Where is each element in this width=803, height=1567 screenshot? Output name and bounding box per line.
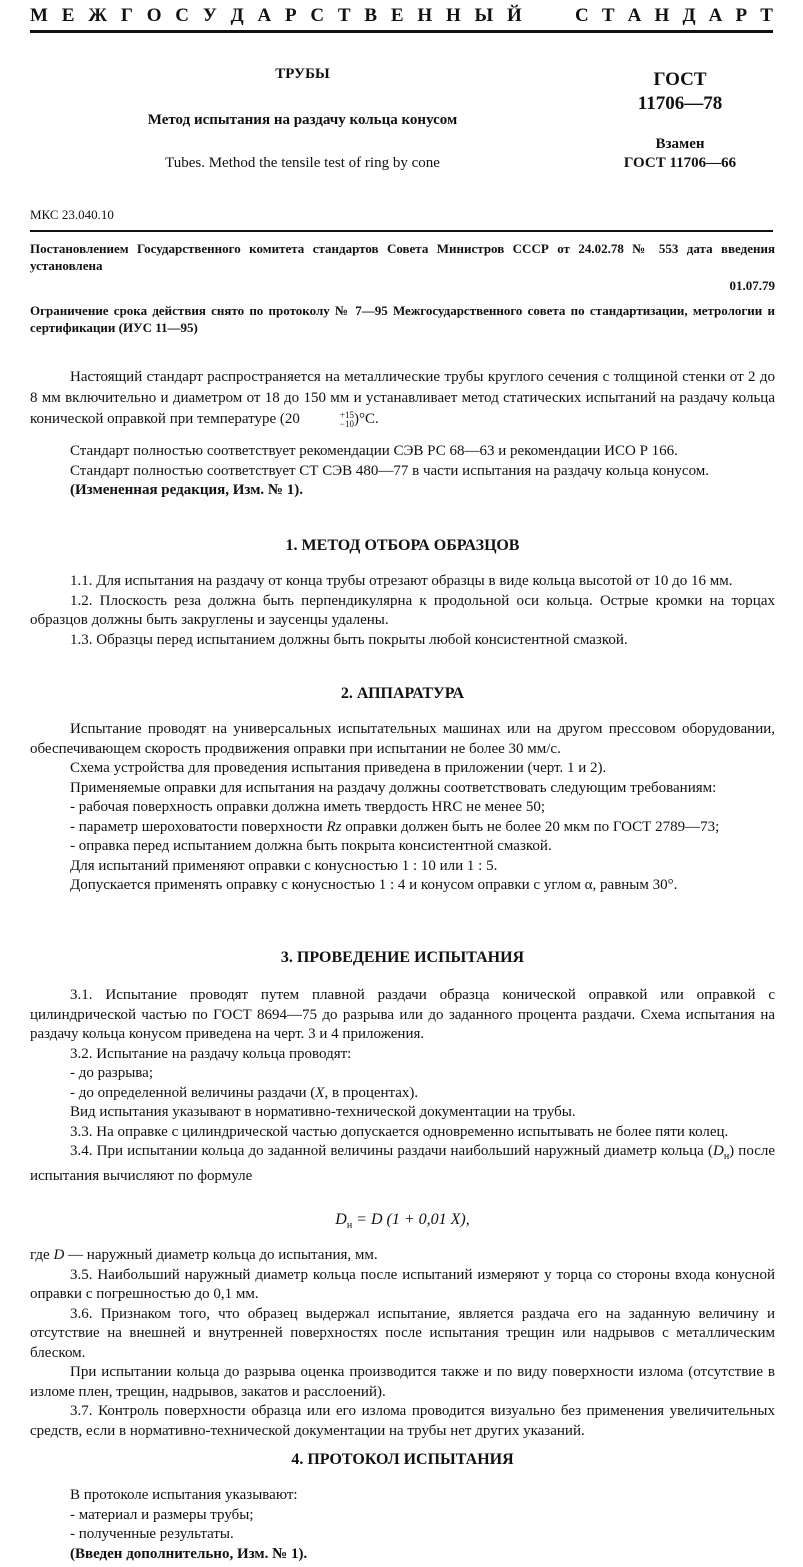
temperature-tolerance bbox=[300, 411, 354, 429]
s3-p4-before: - до определенной величины раздачи ( bbox=[70, 1084, 316, 1101]
s3-p12: 3.7. Контроль поверхности образца или его излома проводится визуально без применения увеличительных средств, если в нормативно-технической документации на трубы нет других указаний. bbox=[30, 1403, 775, 1439]
section-2-heading: 2. АППАРАТУРА bbox=[340, 685, 465, 702]
s2-p4: - рабочая поверхность оправки должна иметь твердость HRC не менее 50; bbox=[70, 799, 546, 815]
header-rule bbox=[30, 30, 773, 33]
mks-rule bbox=[30, 230, 773, 232]
s4-added-note: (Введен дополнительно, Изм. № 1). bbox=[70, 1545, 308, 1562]
x-symbol: X bbox=[315, 1084, 325, 1101]
section-1-heading: 1. МЕТОД ОТБОРА ОБРАЗЦОВ bbox=[285, 537, 520, 554]
temperature-unit: °C. bbox=[359, 411, 379, 427]
d-symbol-2: D bbox=[53, 1247, 65, 1263]
s3-p1: 3.1. Испытание проводят путем плавной раздачи образца конической оправкой или оправкой с цилиндрической частью по ГОСТ 8694—75 до разрыва или до заданного процента раздачи. Схема испытания на раздачу кольца конусом приведена на черт. 3 и 4 приложения. bbox=[30, 987, 775, 1042]
s3-p7-after: ) после испытания вычисляют по формуле bbox=[30, 1143, 776, 1184]
temperature-base: 20 bbox=[284, 411, 300, 427]
mks-code: МКС 23.040.10 bbox=[30, 207, 114, 222]
banner-right-text: С Т А Н Д А Р Т bbox=[575, 5, 773, 26]
limitation-text: Ограничение срока действия снято по протоколу № 7—95 Межгосударственного совета по стандартизации, метрологии и сертификации (ИУС 11—95) bbox=[30, 303, 775, 335]
s2-p5 bbox=[30, 818, 775, 838]
s3-p2: 3.2. Испытание на раздачу кольца проводят: bbox=[70, 1045, 352, 1062]
gost-number: 11706—78 bbox=[637, 93, 723, 114]
s3-p7 bbox=[30, 1142, 775, 1186]
section-1-body bbox=[30, 572, 775, 650]
s2-p5-before: - параметр шероховатости поверхности bbox=[70, 818, 323, 835]
intro-p3: Стандарт полностью соответствует СТ СЭВ 480—77 в части испытания на раздачу кольца конусом. bbox=[70, 462, 710, 479]
temperature-minus: −10 bbox=[339, 418, 354, 429]
s2-p5-after: оправки должен быть не более 20 мкм по ГОСТ 2789—73; bbox=[345, 818, 720, 835]
formula-subscript: н bbox=[346, 1220, 353, 1232]
s3-p6: 3.3. На оправке с цилиндрической частью допускается одновременно испытывать не более пяти колец. bbox=[70, 1123, 729, 1140]
standard-banner bbox=[30, 4, 773, 28]
decree-date: 01.07.79 bbox=[729, 278, 775, 293]
s3-p10: 3.6. Признаком того, что образец выдержал испытание, является раздача его на заданную величину и отсутствие на внешней и внутренней поверхностях после испытания трещин или надрывов с металлическим блеском. bbox=[30, 1305, 775, 1361]
s4-p3: - полученные результаты. bbox=[70, 1526, 234, 1542]
s2-p7: Для испытаний применяют оправки с конусностью 1 : 10 или 1 : 5. bbox=[70, 857, 498, 874]
intro-more bbox=[30, 442, 775, 501]
intro-p2: Стандарт полностью соответствует рекомендации СЭВ РС 68—63 и рекомендации ИСО Р 166. bbox=[70, 443, 678, 459]
doc-subtitle: Метод испытания на раздачу кольца конусом bbox=[147, 112, 458, 128]
s3-p8-after: — наружный диаметр кольца до испытания, мм. bbox=[68, 1247, 378, 1263]
d-symbol: D bbox=[712, 1143, 724, 1159]
s3-p3: - до разрыва; bbox=[70, 1065, 153, 1081]
english-title: Tubes. Method the tensile test of ring by cone bbox=[165, 155, 440, 171]
replaces-value: ГОСТ 11706—66 bbox=[623, 155, 737, 171]
section-3-body-a bbox=[30, 986, 775, 1186]
s1-p2: 1.2. Плоскость реза должна быть перпендикулярна к продольной оси кольца. Острые кромки на торцах образцов должны быть закруглены и заусенцы удалены. bbox=[30, 592, 775, 628]
section-3-body-b bbox=[30, 1246, 775, 1441]
s3-p7-before: 3.4. При испытании кольца до заданной величины раздачи наибольший наружный диаметр кольца ( bbox=[70, 1143, 713, 1159]
gost-label: ГОСТ bbox=[653, 69, 707, 90]
s4-p2: - материал и размеры трубы; bbox=[70, 1506, 254, 1523]
formula-lhs: D bbox=[335, 1211, 347, 1228]
s3-p8 bbox=[30, 1246, 775, 1266]
s2-p6: - оправка перед испытанием должна быть покрыта консистентной смазкой. bbox=[70, 838, 552, 854]
s2-p8: Допускается применять оправку с конусностью 1 : 4 и конусом оправки с углом α, равным 30°. bbox=[70, 877, 678, 893]
replaces-label: Взамен bbox=[655, 136, 705, 152]
s3-p9: 3.5. Наибольший наружный диаметр кольца после испытаний измеряют у торца со стороны входа конусной оправки с погрешностью до 0,1 мм. bbox=[30, 1266, 775, 1302]
section-4-heading: 4. ПРОТОКОЛ ИСПЫТАНИЯ bbox=[291, 1451, 514, 1468]
s3-p11: При испытании кольца до разрыва оценка производится также и по виду поверхности излома (отсутствие в изломе плен, трещин, надрывов, закатов и расслоений). bbox=[30, 1364, 775, 1400]
intro-p1-text: Настоящий стандарт распространяется на металлические трубы круглого сечения с толщиной стенки от 2 до 8 мм включительно и диаметром от 18 до 150 мм и устанавливает метод статических испытаний на раздачу кольца конической оправкой при температуре bbox=[30, 369, 775, 427]
section-4-body bbox=[30, 1486, 775, 1564]
s2-p2: Схема устройства для проведения испытания приведена в приложении (черт. 1 и 2). bbox=[70, 760, 607, 776]
s3-p8-before: где bbox=[30, 1247, 50, 1263]
section-2-body bbox=[30, 720, 775, 896]
section-3-heading: 3. ПРОВЕДЕНИЕ ИСПЫТАНИЯ bbox=[280, 949, 525, 966]
s1-p3: 1.3. Образцы перед испытанием должны быть покрыты любой консистентной смазкой. bbox=[70, 631, 628, 648]
intro-change-note: (Измененная редакция, Изм. № 1). bbox=[70, 482, 304, 498]
s4-p1: В протоколе испытания указывают: bbox=[70, 1487, 298, 1503]
formula-rhs: = D (1 + 0,01 X), bbox=[352, 1211, 470, 1228]
banner-left-text: М Е Ж Г О С У Д А Р С Т В Е Н Н Ы Й bbox=[30, 5, 522, 26]
doc-title: ТРУБЫ bbox=[275, 66, 330, 82]
s2-p3: Применяемые оправки для испытания на раздачу должны соответствовать следующим требованиям: bbox=[70, 779, 717, 796]
s3-p4 bbox=[30, 1084, 775, 1104]
d-subscript: н bbox=[723, 1151, 730, 1162]
s3-p5: Вид испытания указывают в нормативно-технической документации на трубы. bbox=[70, 1104, 576, 1120]
decree-text: Постановлением Государственного комитета стандартов Совета Министров СССР от 24.02.78 № 553 дата введения установлена bbox=[30, 241, 775, 273]
s2-p1: Испытание проводят на универсальных испытательных машинах или на другом прессовом оборудовании, обеспечивающем скорость продвижения оправки при испытании не более 30 мм/с. bbox=[30, 721, 775, 757]
temperature-plus: +15 bbox=[339, 409, 354, 420]
s1-p1: 1.1. Для испытания на раздачу от конца трубы отрезают образцы в виде кольца высотой от 10 до 16 мм. bbox=[70, 573, 733, 589]
temperature-expression: (20 +15 −10 ) bbox=[279, 409, 359, 429]
formula bbox=[30, 1210, 775, 1236]
s3-p4-after: , в процентах). bbox=[324, 1084, 419, 1101]
intro-paragraph bbox=[30, 367, 775, 430]
rz-symbol: Rz bbox=[326, 818, 342, 835]
